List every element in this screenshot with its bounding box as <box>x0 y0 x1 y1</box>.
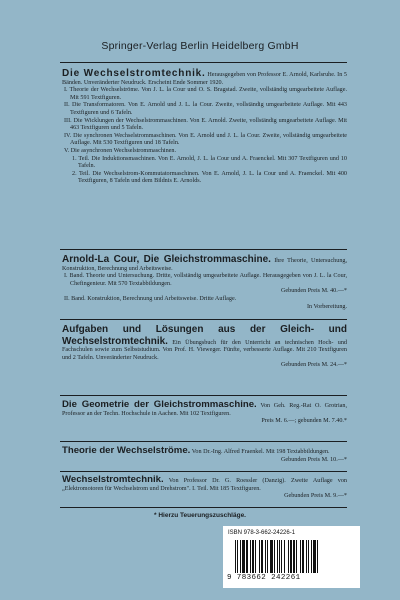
band-item <box>62 296 347 311</box>
theorie-entry <box>62 446 347 464</box>
geometrie-section <box>62 400 347 426</box>
gleichstrom-section <box>62 254 347 311</box>
section-title: Theorie der Wechselströme. <box>62 445 191 456</box>
publisher-name: Springer-Verlag Berlin Heidelberg GmbH <box>101 40 299 52</box>
section-title: Aufgaben und Lösungen aus der Gleich- und Wechselstromtechnik. <box>62 324 347 347</box>
intro-text: Herausgegeben von Professor E. Arnold, Karlsruhe. In 5 Bänden. Unveränderter Neudruck. Erscheint Ende Sommer 1920. <box>62 72 347 86</box>
wechselstromtechnik-section <box>62 68 347 186</box>
gleichstrom-intro <box>62 254 347 273</box>
entry-text: Ein Übungsbuch für den Unterricht an technischen Hoch- und Fachschulen sowie zum Selbststudium. Von Prof. H. Vieweger. Fünfte, verbesserte Auflage. Mit 210 Textfiguren und 2 Tafeln. Unveränderter Neudruck. <box>62 339 347 361</box>
divider <box>60 441 347 442</box>
band-text: II. Band. Konstruktion, Berechnung und Arbeitsweise. Dritte Auflage. <box>64 295 237 302</box>
divider <box>60 507 347 508</box>
intro-text: Ihre Theorie, Untersuchung, Konstruktion, Berechnung und Arbeitsweise. <box>62 258 347 272</box>
band-text: I. Band. Theorie und Untersuchung. Dritte, vollständig umgearbeitete Auflage. Herausgegeben von J. L. la Cour, Chefingenieur. Mit 570 Textabbildungen. <box>64 273 347 287</box>
geometrie-entry <box>62 400 347 426</box>
isbn-barcode <box>223 526 360 588</box>
volume-item: II. Die Transformatoren. Von E. Arnold und J. L. la Cour. Zweite, vollständig umgearbeitete Auflage. Mit 443 Textfiguren und 6 Tafeln. <box>64 102 347 116</box>
aufgaben-section <box>62 324 347 370</box>
barcode-bars <box>235 540 349 573</box>
divider <box>60 471 347 472</box>
entry-price: Gebunden Preis M. 9.—* <box>284 493 347 500</box>
section-title: Arnold-La Cour, Die Gleichstrommaschine. <box>62 254 271 265</box>
section-title: Die Wechselstromtechnik. <box>62 68 206 79</box>
volume-item: IV. Die synchronen Wechselstrommaschinen. Von E. Arnold und J. L. la Cour. Zweite, vollständig umgearbeitete Auflage. Mit 530 Textfiguren und 18 Tafeln. <box>64 132 347 147</box>
theorie-section <box>62 446 347 464</box>
subvolume-item: 1. Teil. Die Induktionsmaschinen. Von E. Arnold, J. L. la Cour und A. Fraenckel. Mit 307 Textfiguren und 10 Tafeln. <box>72 155 347 170</box>
entry-text: Von Dr.-Ing. Alfred Fraenkel. Mit 198 Textabbildungen. <box>191 449 330 455</box>
divider <box>60 62 347 63</box>
band-status: In Vorbereitung. <box>306 303 347 310</box>
footnote: * Hierzu Teuerungszuschläge. <box>154 512 246 519</box>
entry-text: Von Geh. Reg.-Rat O. Grotrian, Professor an der Techn. Hochschule in Aachen. Mit 102 Textfiguren. <box>62 403 347 417</box>
divider <box>60 249 347 250</box>
entry-text: Von Professor Dr. G. Roessler (Danzig). Zweite Auflage von „Elektromotoren für Wechselstrom und Drehstrom". I. Teil. Mit 185 Textfiguren. <box>62 478 347 492</box>
entry-price: Preis M. 6.—; gebunden M. 7.40.* <box>261 418 347 425</box>
volume-item: III. Die Wicklungen der Wechselstrommaschinen. Von E. Arnold. Zweite, vollständig umgearbeitete Auflage. Mit 463 Textfiguren und 5 Tafeln. <box>64 117 347 132</box>
band-item <box>62 273 347 296</box>
band-price: Gebunden Preis M. 40.—* <box>280 288 347 295</box>
volume-item: V. Die asynchronen Wechselstrommaschinen. <box>64 147 176 154</box>
divider <box>60 395 347 396</box>
isbn-text: ISBN 978-3-662-24226-1 <box>228 530 296 536</box>
roessler-entry <box>62 475 347 501</box>
volume-item: I. Theorie der Wechselströme. Von J. L. la Cour und O. S. Bragstad. Zweite, vollständig umgearbeitete Auflage. Mit 591 Textfiguren. <box>64 87 347 101</box>
subvolume-item: 2. Teil. Die Wechselstrom-Kommutatormaschinen. Von E. Arnold, J. L. la Cour und A. Fraenckel. Mit 400 Textfiguren, 8 Tafeln und dem Bildnis E. Arnolds. <box>72 170 347 185</box>
section-title: Die Geometrie der Gleichstrommaschine. <box>62 399 257 410</box>
entry-price: Gebunden Preis M. 24.—* <box>280 362 347 369</box>
roessler-section <box>62 475 347 501</box>
barcode-digits: 9 783662 242261 <box>227 574 301 582</box>
divider <box>60 319 347 320</box>
entry-price: Gebunden Preis M. 10.—* <box>280 456 347 463</box>
section-title: Wechselstromtechnik. <box>62 474 164 485</box>
aufgaben-entry <box>62 324 347 370</box>
wechselstromtechnik-intro <box>62 68 347 87</box>
